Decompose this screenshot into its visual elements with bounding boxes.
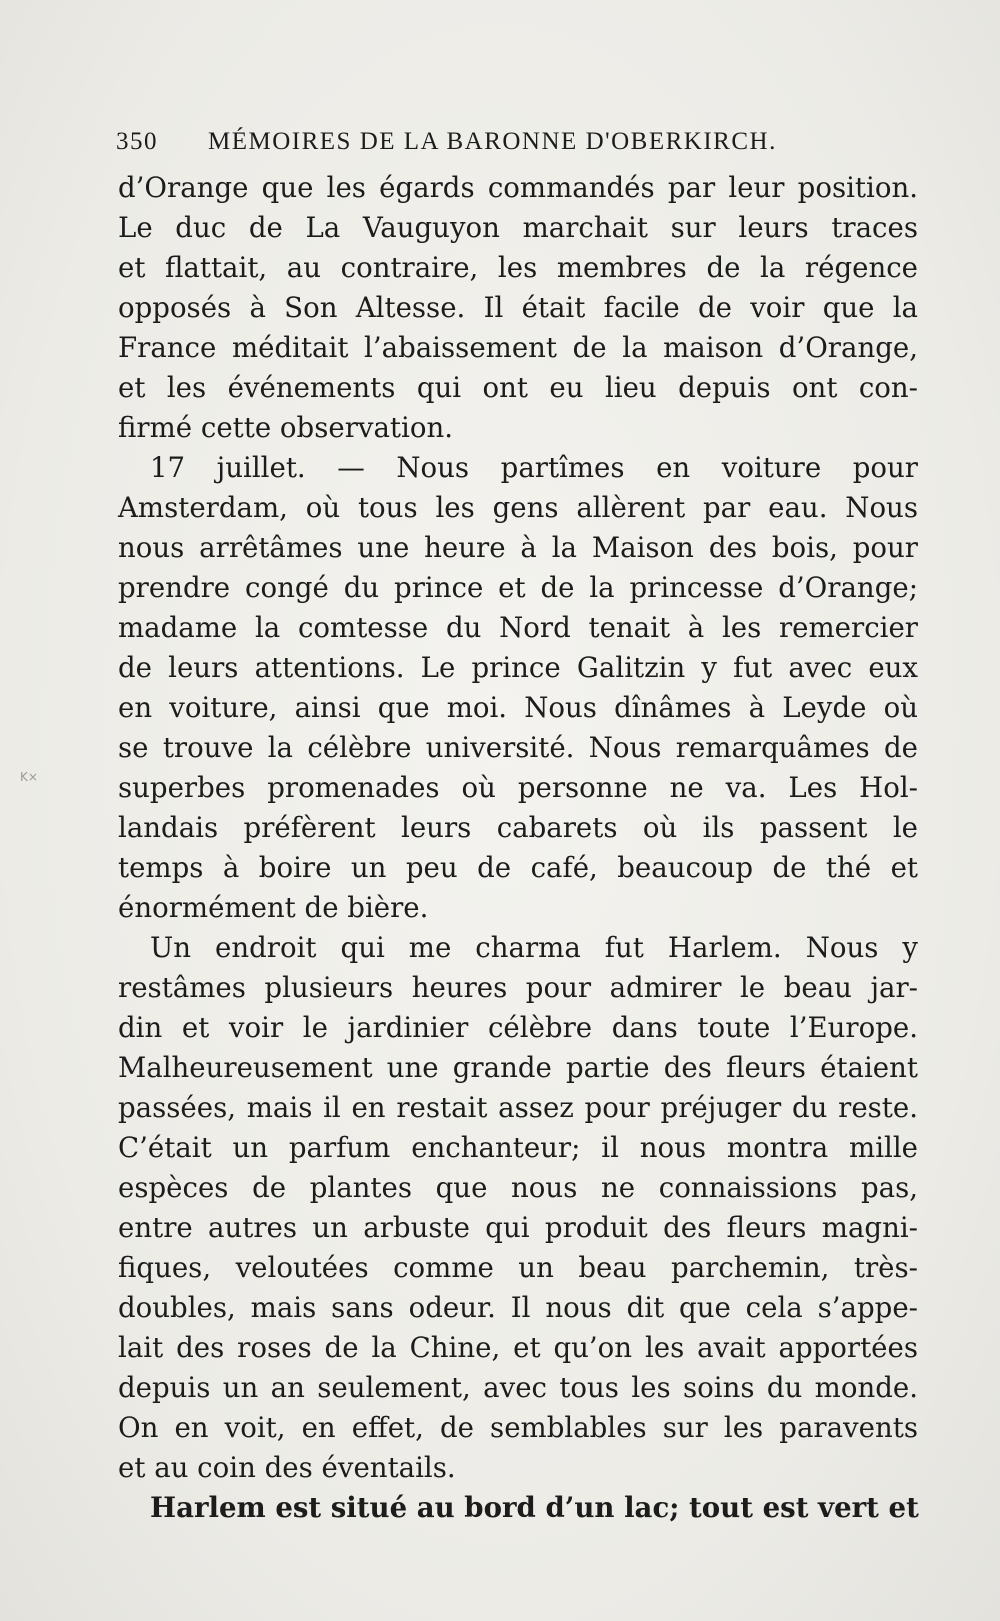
text-line: entre autres un arbuste qui produit des fleurs magni-	[118, 1211, 918, 1244]
text-line: temps à boire un peu de café, beaucoup de thé et	[118, 851, 918, 884]
text-line: de leurs attentions. Le prince Galitzin y fut avec eux	[118, 651, 918, 684]
text-line: superbes promenades où personne ne va. Les Hol-	[118, 771, 918, 804]
text-line: énormément de bière.	[118, 891, 429, 924]
text-line: depuis un an seulement, avec tous les soins du monde.	[118, 1371, 918, 1404]
text-line: din et voir le jardinier célèbre dans toute l’Europe.	[118, 1011, 918, 1044]
text-line: Harlem est situé au bord d’un lac; tout est vert et	[150, 1491, 919, 1524]
text-line: en voiture, ainsi que moi. Nous dînâmes à Leyde où	[118, 691, 918, 724]
text-line: Amsterdam, où tous les gens allèrent par eau. Nous	[118, 491, 918, 524]
text-line: 17 juillet. — Nous partîmes en voiture pour	[150, 451, 918, 484]
text-line: et les événements qui ont eu lieu depuis ont con-	[118, 371, 918, 404]
text-line: espèces de plantes que nous ne connaissions pas,	[118, 1171, 918, 1204]
text-line: C’était un parfum enchanteur; il nous montra mille	[118, 1131, 918, 1164]
text-line: se trouve la célèbre université. Nous remarquâmes de	[118, 731, 918, 764]
text-line: Un endroit qui me charma fut Harlem. Nous y	[150, 931, 918, 964]
body-text	[118, 168, 918, 1528]
text-line: Le duc de La Vauguyon marchait sur leurs traces	[118, 211, 918, 244]
text-line: On en voit, en effet, de semblables sur les paravents	[118, 1411, 918, 1444]
text-line: madame la comtesse du Nord tenait à les remercier	[118, 611, 918, 644]
text-line: doubles, mais sans odeur. Il nous dit que cela s’appe-	[118, 1291, 918, 1324]
text-line: et au coin des éventails.	[118, 1451, 456, 1484]
text-line: lait des roses de la Chine, et qu’on les avait apportées	[118, 1331, 918, 1364]
text-line: et flattait, au contraire, les membres de la régence	[118, 251, 918, 284]
text-line: Malheureusement une grande partie des fleurs étaient	[118, 1051, 918, 1084]
margin-mark: K×	[20, 770, 38, 784]
text-line: d’Orange que les égards commandés par leur position.	[118, 171, 918, 204]
page-number: 350	[116, 128, 158, 155]
running-head: MÉMOIRES DE LA BARONNE D'OBERKIRCH.	[208, 128, 777, 155]
text-line: nous arrêtâmes une heure à la Maison des bois, pour	[118, 531, 918, 564]
text-line: restâmes plusieurs heures pour admirer le beau jar-	[118, 971, 918, 1004]
text-line: firmé cette observation.	[118, 411, 453, 444]
text-line: opposés à Son Altesse. Il était facile de voir que la	[118, 291, 918, 324]
text-line: landais préfèrent leurs cabarets où ils passent le	[118, 811, 918, 844]
text-line: fiques, veloutées comme un beau parchemin, très-	[118, 1251, 918, 1284]
page-header	[116, 128, 906, 168]
text-line: prendre congé du prince et de la princesse d’Orange;	[118, 571, 918, 604]
text-line: passées, mais il en restait assez pour préjuger du reste.	[118, 1091, 918, 1124]
text-line: France méditait l’abaissement de la maison d’Orange,	[118, 331, 918, 364]
